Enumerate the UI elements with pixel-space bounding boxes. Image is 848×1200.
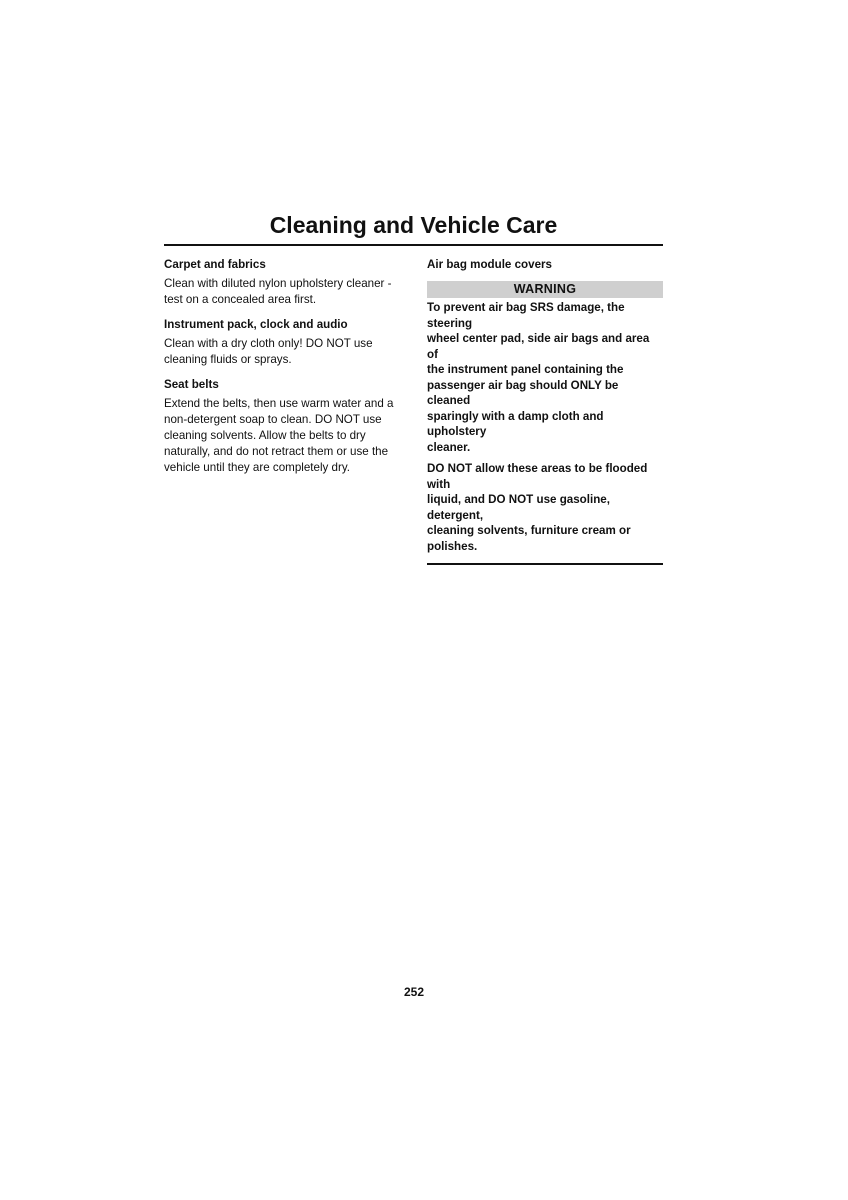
text-line: sparingly with a damp cloth and upholstery xyxy=(427,409,604,438)
page-title: Cleaning and Vehicle Care xyxy=(269,212,558,238)
text-line: Clean with diluted nylon upholstery cleaner - xyxy=(164,277,392,290)
text-line: cleaning solvents, furniture cream or xyxy=(427,524,631,537)
text-line: To prevent air bag SRS damage, the steering xyxy=(427,301,625,330)
title-divider xyxy=(164,244,663,246)
warning-paragraph xyxy=(427,300,663,455)
section-body xyxy=(164,276,396,308)
warning-label: WARNING xyxy=(427,281,663,298)
section-seat-belts xyxy=(164,377,396,476)
warning-paragraph xyxy=(427,461,663,554)
section-heading: Instrument pack, clock and audio xyxy=(164,318,348,331)
text-line: cleaning solvents. Allow the belts to dry xyxy=(164,429,366,442)
text-line: Clean with a dry cloth only! DO NOT use xyxy=(164,337,373,350)
section-heading-air-bag: Air bag module covers xyxy=(427,258,552,271)
section-heading: Seat belts xyxy=(164,378,219,391)
section-instrument-pack xyxy=(164,317,396,368)
text-line: non-detergent soap to clean. DO NOT use xyxy=(164,413,382,426)
text-line: cleaning fluids or sprays. xyxy=(164,353,292,366)
text-line: vehicle until they are completely dry. xyxy=(164,461,351,474)
section-body xyxy=(164,336,396,368)
section-body xyxy=(164,396,396,476)
text-line: passenger air bag should ONLY be cleaned xyxy=(427,378,619,407)
left-column xyxy=(164,257,396,485)
text-line: polishes. xyxy=(427,539,478,553)
text-line: Extend the belts, then use warm water and a xyxy=(164,397,394,410)
section-carpet-fabrics xyxy=(164,257,396,308)
text-line: wheel center pad, side air bags and area of xyxy=(427,332,650,361)
text-line: naturally, and do not retract them or use the xyxy=(164,445,389,458)
page-number: 252 xyxy=(403,985,425,999)
right-column xyxy=(427,257,663,565)
text-line: cleaner. xyxy=(427,440,471,454)
text-line: the instrument panel containing the xyxy=(427,363,624,376)
text-line: test on a concealed area first. xyxy=(164,293,317,306)
section-heading: Carpet and fabrics xyxy=(164,258,266,271)
text-line: liquid, and DO NOT use gasoline, detergent, xyxy=(427,493,610,522)
warning-divider xyxy=(427,563,663,565)
text-line: DO NOT allow these areas to be flooded with xyxy=(427,462,648,491)
